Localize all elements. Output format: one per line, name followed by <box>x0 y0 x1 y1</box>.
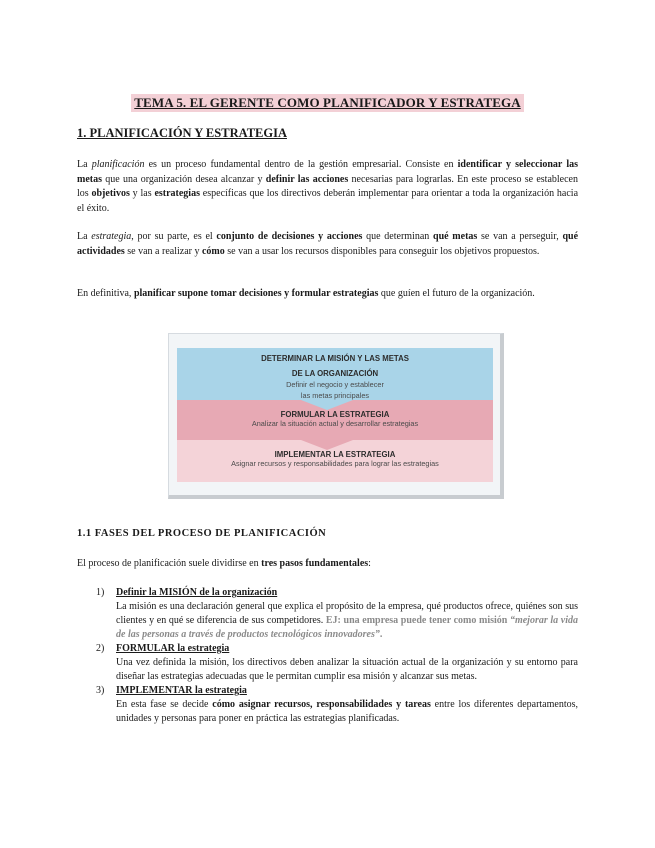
diagram-step-mision <box>177 348 493 400</box>
paragraph-estrategia <box>77 230 578 259</box>
term-estrategia: estrategia <box>91 231 132 242</box>
text-span: La misión es una declaración general que explica el propósito de la empresa, qué productos ofrece, quiénes son sus clientes y en qué se diferencia de sus competidores. <box>116 601 578 626</box>
text-span: específicas que los directivos deberán implementar para orientar a toda la organización hacia el éxito. <box>77 188 579 214</box>
term-planificacion: planificación <box>91 159 145 170</box>
bold-span: cómo asignar recursos, responsabilidades y tareas <box>212 699 431 710</box>
text-span: , por su parte, es el <box>131 231 217 242</box>
text-span: En definitiva, <box>77 288 134 299</box>
paragraph-planificacion <box>77 158 578 216</box>
item-description <box>116 698 578 726</box>
text-span: y las <box>129 188 155 199</box>
document-title: TEMA 5. EL GERENTE COMO PLANIFICADOR Y ESTRATEGA <box>131 94 523 112</box>
text-span: La <box>77 231 92 242</box>
bold-span: cómo <box>201 245 225 257</box>
item-number: 1) <box>96 587 105 598</box>
text-span: se van a realizar y <box>124 245 202 257</box>
bold-span: qué metas <box>433 231 478 242</box>
text-span: La <box>77 159 92 170</box>
text-span: se van a usar los recursos disponibles para conseguir los objetivos propuestos. <box>224 245 540 257</box>
fases-intro <box>77 557 371 571</box>
bold-span: qué actividades <box>77 231 579 257</box>
item-number: 3) <box>96 685 105 696</box>
step-subtitle: Definir el negocio y establecer <box>286 380 384 389</box>
item-description: Una vez definida la misión, los directivos deben analizar la situación actual de la organización y su entorno para diseñar las estrategias adecuadas que le permitan cumplir esa misión y alcanzar sus metas. <box>116 657 578 682</box>
step-subtitle: Asignar recursos y responsabilidades para lograr las estrategias <box>231 459 439 468</box>
text-span: que determinan <box>362 231 434 242</box>
section-heading-fases: 1.1 FASES DEL PROCESO DE PLANIFICACIÓN <box>77 528 327 539</box>
text-span: que una organización desea alcanzar y <box>102 173 266 185</box>
step-title: IMPLEMENTAR LA ESTRATEGIA <box>274 450 396 459</box>
example-quote: “mejorar la vida de las personas a través de productos tecnológicos innovadores” <box>116 615 578 640</box>
bold-span: definir las acciones <box>265 173 349 185</box>
item-number: 2) <box>96 643 105 654</box>
step-title-line2: DE LA ORGANIZACIÓN <box>291 369 379 378</box>
item-title: IMPLEMENTAR la estrategia <box>116 685 247 696</box>
text-span: se van a perseguir, <box>477 231 563 242</box>
step-subtitle-line2: las metas principales <box>300 391 370 400</box>
item-title: FORMULAR la estrategia <box>116 643 230 654</box>
text-span: : <box>368 558 371 569</box>
item-description <box>116 600 578 642</box>
text-span: es un proceso fundamental dentro de la gestión empresarial. Consiste en <box>144 159 458 170</box>
title-wrap <box>0 94 655 112</box>
paragraph-definitiva <box>77 287 578 302</box>
step-title: FORMULAR LA ESTRATEGIA <box>280 410 390 419</box>
bold-span: tres pasos fundamentales <box>261 558 369 569</box>
bold-span: conjunto de decisiones y acciones <box>216 231 363 242</box>
bold-span: objetivos <box>91 188 130 199</box>
text-span: . <box>379 629 383 640</box>
text-span: En esta fase se decide <box>116 699 213 710</box>
item-title: Definir la MISIÓN de la organización <box>116 587 278 598</box>
planning-diagram <box>168 333 504 499</box>
step-subtitle: Analizar la situación actual y desarrollar estrategias <box>251 419 419 428</box>
bold-span: planificar supone tomar decisiones y formular estrategias <box>133 288 379 299</box>
text-span: El proceso de planificación suele dividirse en <box>77 558 262 569</box>
section-heading-planificacion: 1. PLANIFICACIÓN Y ESTRATEGIA <box>77 126 287 140</box>
bold-span: identificar y seleccionar las metas <box>77 159 578 185</box>
example-label: EJ: una empresa puede tener como misión <box>325 615 510 626</box>
text-span: necesarias para lograrlas. En este proceso se establecen los <box>77 173 578 199</box>
text-span: que guíen el futuro de la organización. <box>378 288 535 299</box>
bold-span: estrategias <box>154 188 200 199</box>
step-title: DETERMINAR LA MISIÓN Y LAS METAS <box>261 354 409 363</box>
text-span: entre los diferentes departamentos, unidades y personas para poner en práctica las estrategias planificadas. <box>116 699 578 724</box>
